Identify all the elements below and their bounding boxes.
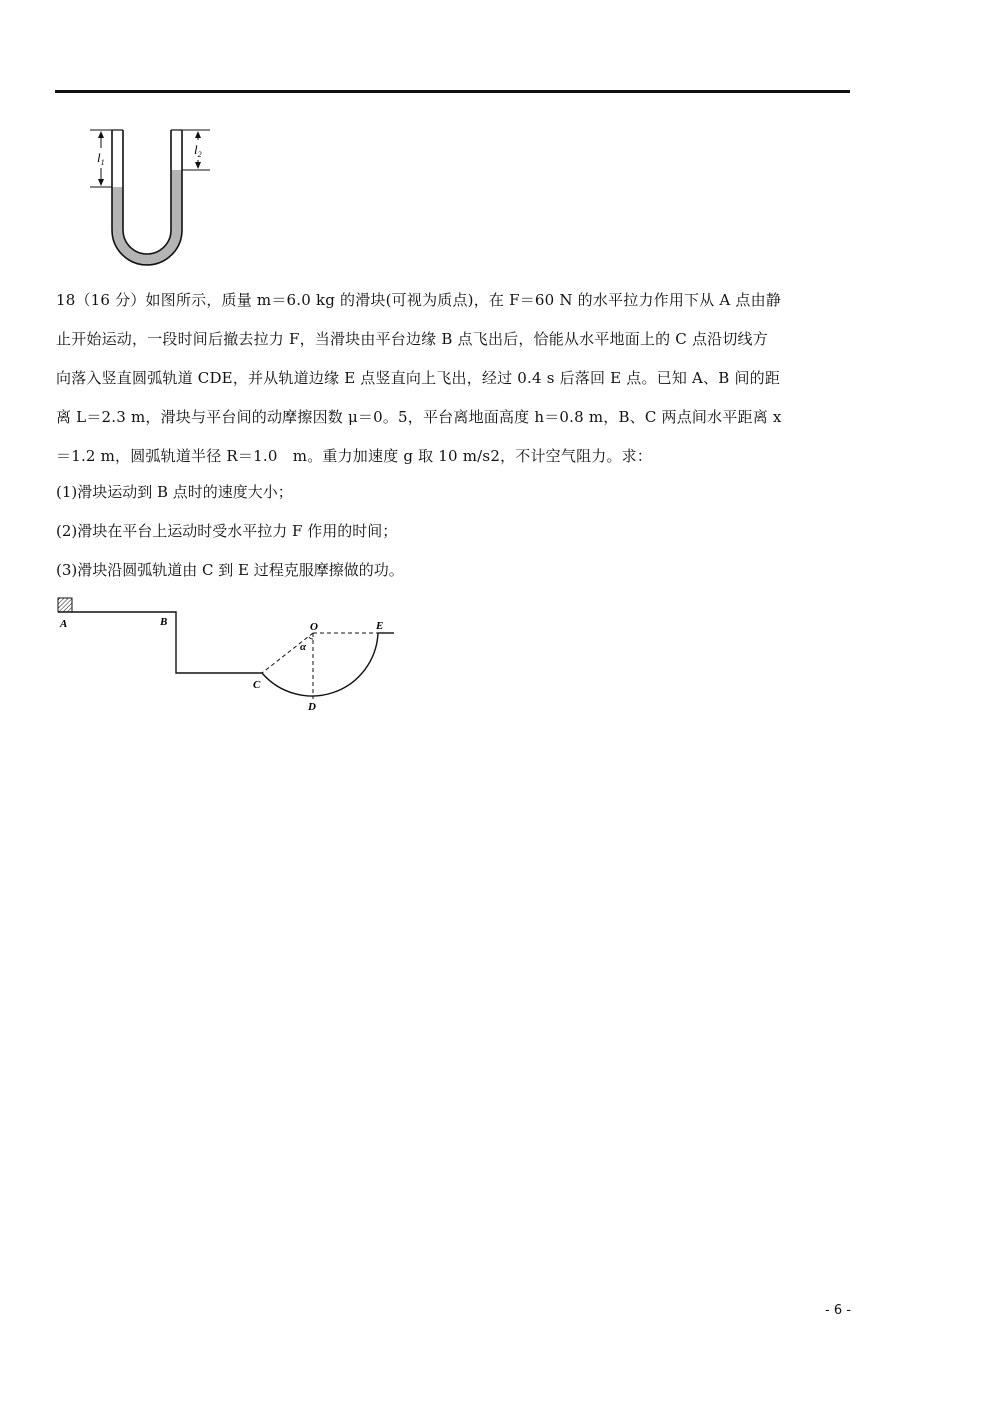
u-tube-figure <box>80 125 230 270</box>
radius-OC <box>262 633 313 673</box>
label-B: B <box>160 616 168 628</box>
label-alpha: α <box>300 641 307 653</box>
problem-line: 离 L＝2.3 m，滑块与平台间的动摩擦因数 μ＝0。5，平台离地面高度 h＝0.8 m，B、C 两点间水平距离 x <box>56 408 782 426</box>
label-A: A <box>60 618 68 630</box>
label-l1: $l_1$ <box>97 150 105 167</box>
problem-line: ＝1.2 m，圆弧轨道半径 R＝1.0 m。重力加速度 g 取 10 m/s2，不计空气阻力。求： <box>56 447 653 465</box>
label-E: E <box>376 620 384 632</box>
label-D: D <box>308 701 316 713</box>
u-tube-inner-wall <box>123 130 171 254</box>
label-C: C <box>253 679 261 691</box>
problem-line: 向落入竖直圆弧轨道 CDE，并从轨道边缘 E 点竖直向上飞出，经过 0.4 s 后落回 E 点。已知 A、B 间的距 <box>56 369 781 387</box>
question-1: (1)滑块运动到 B 点时的速度大小； <box>56 483 293 501</box>
arc-track <box>262 633 378 696</box>
question-3: (3)滑块沿圆弧轨道由 C 到 E 过程克服摩擦做的功。 <box>56 561 404 579</box>
problem-statement <box>56 281 856 476</box>
question-2: (2)滑块在平台上运动时受水平拉力 F 作用的时间； <box>56 522 398 540</box>
slider-block <box>58 598 72 612</box>
label-l2: $l_2$ <box>194 142 202 159</box>
track-figure <box>50 590 410 715</box>
problem-line: 18（16 分）如图所示，质量 m＝6.0 kg 的滑块(可视为质点)，在 F＝60 N 的水平拉力作用下从 A 点由静 <box>56 291 782 309</box>
label-O: O <box>310 621 318 633</box>
problem-line: 止开始运动，一段时间后撤去拉力 F，当滑块由平台边缘 B 点飞出后，恰能从水平地面上的 C 点沿切线方 <box>56 330 768 348</box>
page-number: - 6 - <box>825 1303 851 1318</box>
header-rule <box>55 90 850 93</box>
